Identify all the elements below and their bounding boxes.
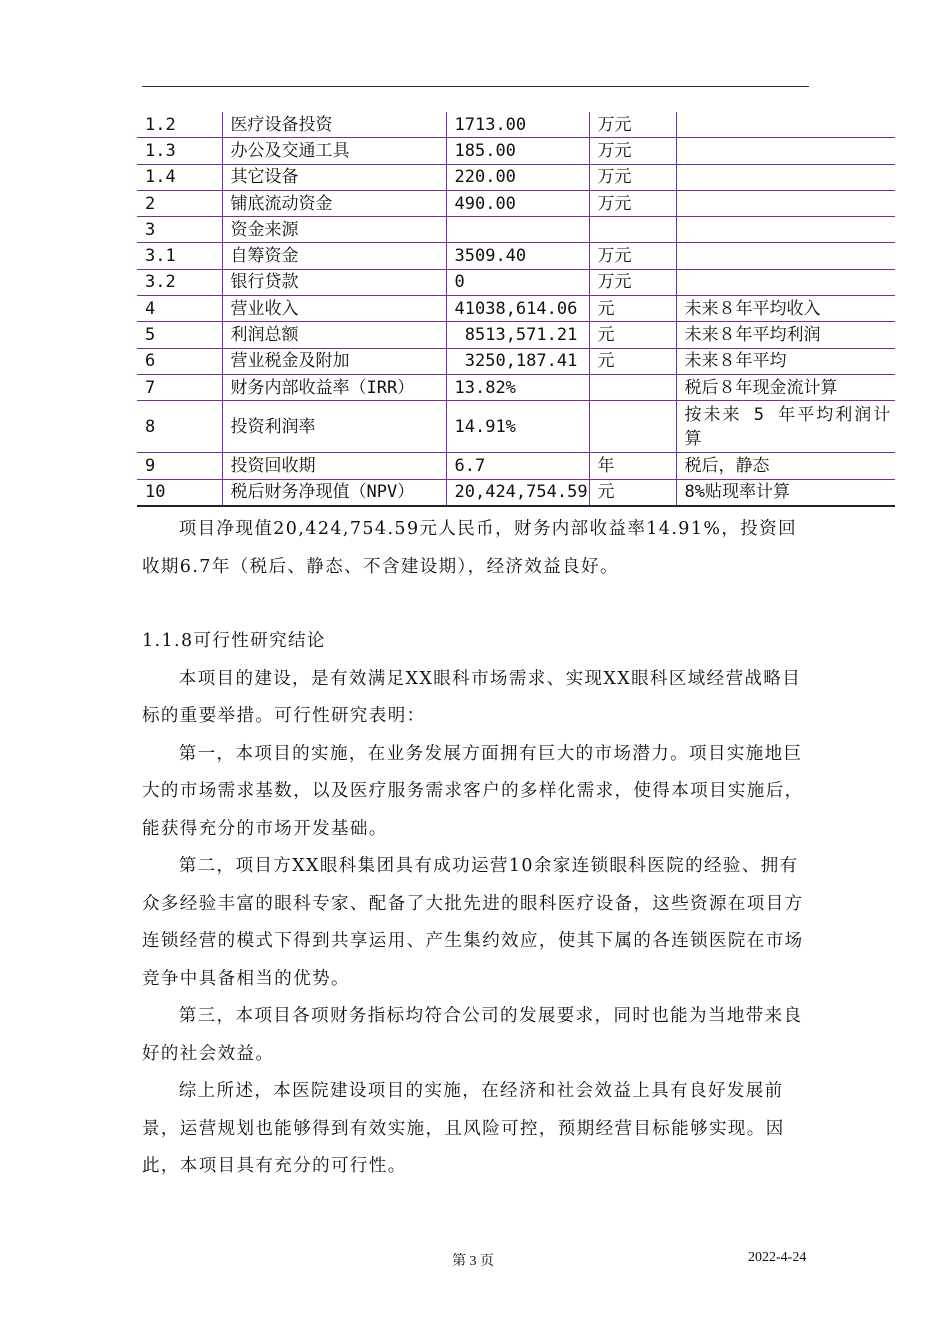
closing-paragraph: 综上所述，本医院建设项目的实施，在经济和社会效益上具有良好发展前景，运营规划也能够得到有效实施，且风险可控，预期经营目标能够实现。因此，本项目具有充分的可行性。 bbox=[142, 1081, 785, 1176]
row-value: 0 bbox=[446, 269, 589, 295]
row-note: 按未来 5 年平均利润计算 bbox=[676, 401, 895, 453]
summary-paragraph: 项目净现值20,424,754.59元人民币，财务内部收益率14.91%，投资回收期6.7年（税后、静态、不含建设期），经济效益良好。 bbox=[142, 519, 798, 577]
row-item: 投资利润率 bbox=[222, 401, 446, 453]
table-row bbox=[137, 348, 895, 374]
row-unit: 元 bbox=[589, 296, 676, 322]
table-row bbox=[137, 190, 895, 216]
row-item: 办公及交通工具 bbox=[222, 138, 446, 164]
row-number: 1.3 bbox=[137, 138, 222, 164]
point-two-paragraph: 第二，项目方XX眼科集团具有成功运营10余家连锁眼科医院的经验、拥有众多经验丰富的眼科专家、配备了大批先进的眼科医疗设备，这些资源在项目方连锁经营的模式下得到共享运用、产生集约效应，使其下属的各连锁医院在市场竞争中具备相当的优势。 bbox=[142, 856, 804, 989]
row-item: 医疗设备投资 bbox=[222, 112, 446, 138]
row-note: 8%贴现率计算 bbox=[676, 479, 895, 506]
row-value: 490.00 bbox=[446, 190, 589, 216]
row-unit bbox=[589, 401, 676, 453]
row-unit bbox=[589, 374, 676, 400]
row-unit: 万元 bbox=[589, 269, 676, 295]
row-note: 税后，静态 bbox=[676, 453, 895, 479]
table-row bbox=[137, 296, 895, 322]
point-three-paragraph: 第三，本项目各项财务指标均符合公司的发展要求，同时也能为当地带来良好的社会效益。 bbox=[142, 1006, 803, 1064]
row-note bbox=[676, 243, 895, 269]
row-note: 未来８年平均利润 bbox=[676, 322, 895, 348]
row-note: 税后８年现金流计算 bbox=[676, 374, 895, 400]
row-unit: 年 bbox=[589, 453, 676, 479]
row-item: 营业收入 bbox=[222, 296, 446, 322]
page-number: 第 3 页 bbox=[452, 1254, 494, 1269]
row-number: 8 bbox=[137, 401, 222, 453]
row-number: 1.4 bbox=[137, 164, 222, 190]
row-number: 2 bbox=[137, 190, 222, 216]
row-unit: 元 bbox=[589, 348, 676, 374]
footer-date: 2022-4-24 bbox=[748, 1250, 807, 1265]
table-row bbox=[137, 112, 895, 138]
financial-summary-table bbox=[137, 112, 895, 507]
header-rule bbox=[142, 86, 809, 87]
row-note bbox=[676, 217, 895, 243]
row-note bbox=[676, 164, 895, 190]
table-row bbox=[137, 138, 895, 164]
row-number: 5 bbox=[137, 322, 222, 348]
row-note: 未来８年平均 bbox=[676, 348, 895, 374]
row-unit: 万元 bbox=[589, 164, 676, 190]
row-item: 铺底流动资金 bbox=[222, 190, 446, 216]
row-number: 3 bbox=[137, 217, 222, 243]
row-value bbox=[446, 217, 589, 243]
conclusion-intro-paragraph: 本项目的建设，是有效满足XX眼科市场需求、实现XX眼科区域经营战略目标的重要举措。可行性研究表明： bbox=[142, 668, 802, 726]
row-item: 自筹资金 bbox=[222, 243, 446, 269]
row-value: 41038,614.06 bbox=[446, 296, 589, 322]
row-number: 3.1 bbox=[137, 243, 222, 269]
table-row bbox=[137, 479, 895, 506]
row-item: 其它设备 bbox=[222, 164, 446, 190]
row-value: 1713.00 bbox=[446, 112, 589, 138]
row-unit bbox=[589, 217, 676, 243]
table-row bbox=[137, 374, 895, 400]
row-value: 6.7 bbox=[446, 453, 589, 479]
row-item: 营业税金及附加 bbox=[222, 348, 446, 374]
row-item: 银行贷款 bbox=[222, 269, 446, 295]
row-note: 未来８年平均收入 bbox=[676, 296, 895, 322]
row-number: 4 bbox=[137, 296, 222, 322]
row-value: 3509.40 bbox=[446, 243, 589, 269]
row-item: 财务内部收益率（IRR） bbox=[222, 374, 446, 400]
point-one-paragraph: 第一，本项目的实施，在业务发展方面拥有巨大的市场潜力。项目实施地巨大的市场需求基数，以及医疗服务需求客户的多样化需求，使得本项目实施后，能获得充分的市场开发基础。 bbox=[142, 743, 804, 839]
section-heading: 1.1.8可行性研究结论 bbox=[142, 631, 326, 651]
row-note bbox=[676, 138, 895, 164]
row-number: 3.2 bbox=[137, 269, 222, 295]
table-row bbox=[137, 269, 895, 295]
row-value: 13.82% bbox=[446, 374, 589, 400]
row-note bbox=[676, 190, 895, 216]
row-unit: 元 bbox=[589, 322, 676, 348]
row-number: 9 bbox=[137, 453, 222, 479]
table-row bbox=[137, 164, 895, 190]
row-value: 14.91% bbox=[446, 401, 589, 453]
row-value: 8513,571.21 bbox=[446, 322, 589, 348]
row-number: 10 bbox=[137, 479, 222, 506]
row-unit: 万元 bbox=[589, 112, 676, 138]
row-note bbox=[676, 269, 895, 295]
row-number: 1.2 bbox=[137, 112, 222, 138]
row-item: 税后财务净现值（NPV） bbox=[222, 479, 446, 506]
table-row bbox=[137, 453, 895, 479]
row-note bbox=[676, 112, 895, 138]
table-row bbox=[137, 243, 895, 269]
row-value: 20,424,754.59 bbox=[446, 479, 589, 506]
row-number: 6 bbox=[137, 348, 222, 374]
table-row bbox=[137, 322, 895, 348]
row-unit: 万元 bbox=[589, 243, 676, 269]
row-unit: 万元 bbox=[589, 138, 676, 164]
row-unit: 元 bbox=[589, 479, 676, 506]
row-item: 资金来源 bbox=[222, 217, 446, 243]
body-text bbox=[142, 511, 810, 1186]
row-value: 3250,187.41 bbox=[446, 348, 589, 374]
row-unit: 万元 bbox=[589, 190, 676, 216]
row-number: 7 bbox=[137, 374, 222, 400]
row-item: 利润总额 bbox=[222, 322, 446, 348]
row-item: 投资回收期 bbox=[222, 453, 446, 479]
row-value: 185.00 bbox=[446, 138, 589, 164]
table-row bbox=[137, 217, 895, 243]
table-row bbox=[137, 401, 895, 453]
row-value: 220.00 bbox=[446, 164, 589, 190]
